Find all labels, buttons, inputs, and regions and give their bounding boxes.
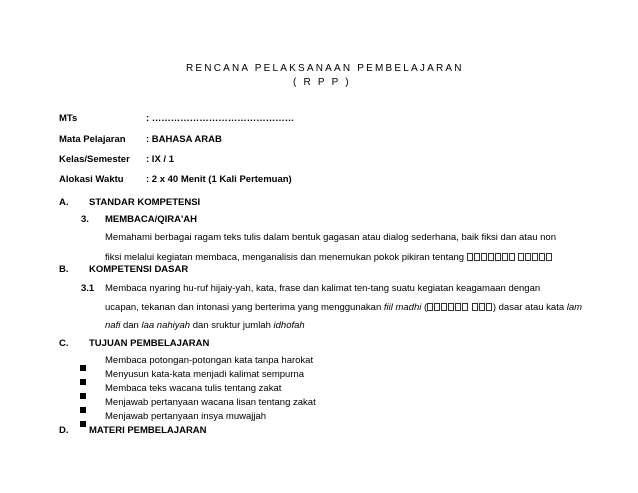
term-fiil-madhi: fiil madhi — [383, 302, 422, 313]
section-b-line-3 — [105, 320, 305, 331]
list-item: Membaca teks wacana tulis tentang zakat — [105, 383, 282, 394]
section-a-item-heading: MEMBACA/QIRA'AH — [105, 214, 197, 225]
section-b-line-2-text: ucapan, tekanan dan intonasi yang berterima yang menggunakan — [105, 302, 382, 313]
list-item: Membaca potongan-potongan kata tanpa harokat — [105, 355, 314, 366]
term-nafi: nafi — [105, 320, 121, 331]
section-b-line-2: ucapan, tekanan dan intonasi yang berterima yang menggunakan fiil madhi ( ) dasar atau kata lam — [105, 302, 583, 313]
section-a-letter: A. — [59, 197, 69, 208]
section-a-item-number: 3. — [81, 214, 89, 225]
info-label-class: Kelas/Semester — [59, 154, 130, 165]
info-value-subject: : BAHASA ARAB — [146, 134, 222, 145]
bullet-icon — [80, 414, 86, 432]
section-b-line-3-text: dan — [122, 320, 139, 331]
section-b-letter: B. — [59, 264, 69, 275]
section-b-line-2-text-b: dasar atau kata — [498, 302, 565, 313]
arabic-placeholder-glyphs-2 — [427, 303, 493, 314]
page-title: RENCANA PELAKSANAAN PEMBELAJARAN — [186, 63, 464, 74]
info-label-time: Alokasi Waktu — [59, 174, 124, 185]
section-b-item-number: 3.1 — [81, 283, 95, 294]
section-d-letter: D. — [59, 425, 69, 436]
info-value-mts: : ……………………………………… — [146, 113, 295, 124]
section-c-heading: TUJUAN PEMBELAJARAN — [89, 338, 210, 349]
term-idhofah: idhofah — [273, 320, 305, 331]
section-a-line-1: Memahami berbagai ragam teks tulis dalam bentuk gagasan atau dialog sederhana, baik fiksi dan atau non — [105, 232, 557, 243]
section-b-heading: KOMPETENSI DASAR — [89, 264, 189, 275]
section-a-line-2-text: fiksi melalui kegiatan membaca, menganalisis dan menemukan pokok pikiran tentang — [105, 252, 465, 263]
list-item: Menjawab pertanyaan insya muwajjah — [105, 411, 267, 422]
section-a-heading: STANDAR KOMPETENSI — [89, 197, 201, 208]
info-value-time: : 2 x 40 Menit (1 Kali Pertemuan) — [146, 174, 292, 185]
term-lam: lam — [566, 302, 583, 313]
info-label-subject: Mata Pelajaran — [59, 134, 126, 145]
section-c-letter: C. — [59, 338, 69, 349]
arabic-placeholder-glyphs — [467, 253, 554, 264]
info-label-mts: MTs — [59, 113, 78, 124]
page-subtitle: ( R P P ) — [293, 77, 351, 88]
list-item: Menyusun kata-kata menjadi kalimat sempurna — [105, 369, 305, 380]
term-laa-nahiyah: laa nahiyah — [141, 320, 191, 331]
list-item: Menjawab pertanyaan wacana lisan tentang zakat — [105, 397, 316, 408]
section-d-heading: MATERI PEMBELAJARAN — [89, 425, 207, 436]
section-b-line-1: Membaca nyaring hu-ruf hijaiy-yah, kata, frase dan kalimat ten-tang suatu kegiatan keagamaan dengan — [105, 283, 541, 294]
info-value-class: : IX / 1 — [146, 154, 174, 165]
section-a-line-2 — [105, 252, 553, 264]
section-b-line-3-text-b: dan sruktur jumlah — [192, 320, 271, 331]
